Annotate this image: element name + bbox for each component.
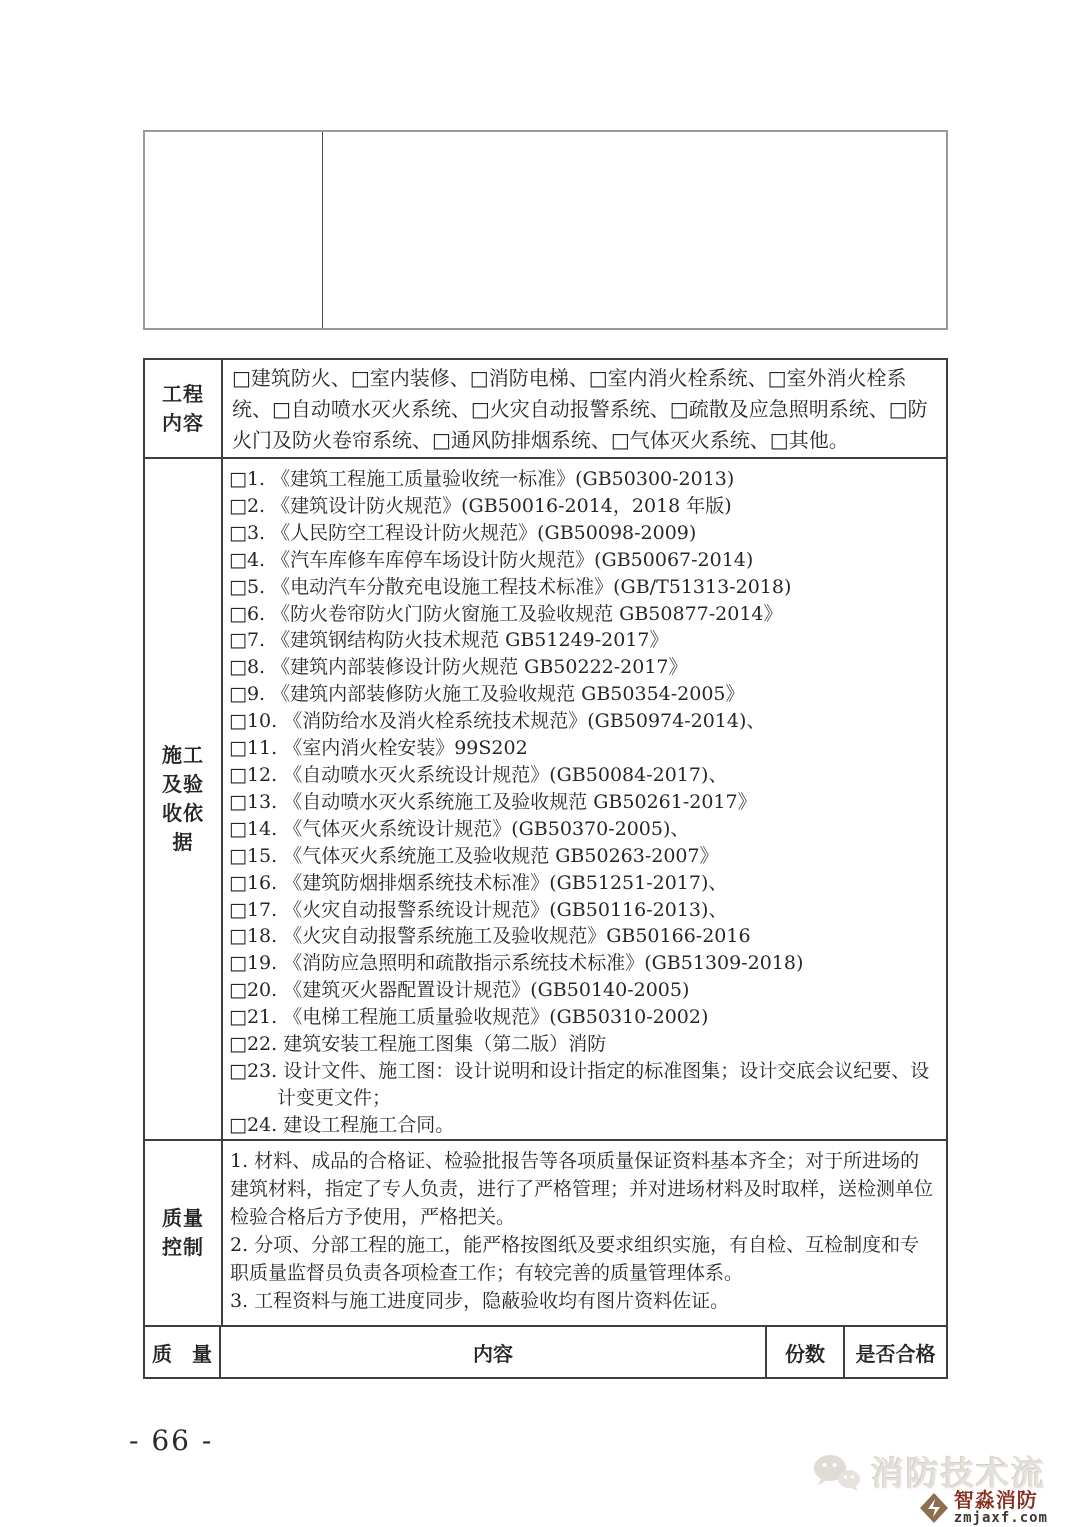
header-line: 工程 xyxy=(162,381,204,406)
header-line: 施工 xyxy=(162,743,204,767)
header-line: 收依 xyxy=(162,801,204,825)
basis-item: □9. 《建筑内部装修防火施工及验收规范 GB50354-2005》 xyxy=(229,683,745,706)
header-line: 质量 xyxy=(162,1206,204,1230)
row-quality-control xyxy=(145,1139,946,1325)
footer-qualified-cell: 是否合格 xyxy=(855,1341,936,1366)
watermark-logo-row xyxy=(919,1490,1048,1526)
watermark xyxy=(828,1448,1058,1526)
basis-item: □22. 建筑安装工程施工图集（第二版）消防 xyxy=(229,1033,607,1056)
logo-text-block xyxy=(954,1490,1048,1526)
watermark-brand: 消防技术流 xyxy=(871,1454,1046,1493)
acceptance-table xyxy=(143,358,948,1379)
basis-item: □11. 《室内消火栓安装》99S202 xyxy=(229,737,528,760)
top-table-content-cell xyxy=(323,132,946,328)
basis-item: □7. 《建筑钢结构防火技术规范 GB51249-2017》 xyxy=(229,629,669,652)
basis-item: □1. 《建筑工程施工质量验收统一标准》(GB50300-2013) xyxy=(229,468,735,490)
row-project-content xyxy=(145,360,946,457)
zhimiao-logo-icon xyxy=(919,1492,949,1524)
header-line: 据 xyxy=(172,830,194,854)
wechat-icon xyxy=(811,1452,863,1492)
acceptance-basis-header xyxy=(145,459,223,1139)
basis-item: □4. 《汽车库修车库停车场设计防火规范》(GB50067-2014) xyxy=(229,548,754,571)
logo-site: zmjaxf.com xyxy=(953,1510,1048,1526)
basis-item: □23. 设计文件、施工图：设计说明和设计指定的标准图集；设计交底会议纪要、设计变更文件； xyxy=(229,1059,930,1109)
header-line: 及验 xyxy=(162,772,204,796)
basis-item: □14. 《气体灭火系统设计规范》(GB50370-2005)、 xyxy=(229,817,690,840)
page-number: - 66 - xyxy=(129,1424,214,1457)
basis-item: □2. 《建筑设计防火规范》(GB50016-2014，2018 年版) xyxy=(229,494,732,517)
project-content-checkbox-text: □建筑防火、□室内装修、□消防电梯、□室内消火栓系统、□室外消火栓系统、□自动喷水灭火系统、□火灾自动报警系统、□疏散及应急照明系统、□防火门及防火卷帘系统、□通风防排烟系统、□气体灭火系统、□其他。 xyxy=(232,366,928,452)
footer-header-row xyxy=(145,1325,946,1377)
footer-content-cell: 内容 xyxy=(221,1327,767,1377)
basis-item: □20. 《建筑灭火器配置设计规范》(GB50140-2005) xyxy=(229,979,690,1002)
logo-name: 智淼消防 xyxy=(953,1488,1038,1512)
basis-item: □15. 《气体灭火系统施工及验收规范 GB50263-2007》 xyxy=(229,844,719,867)
project-content-header xyxy=(145,360,223,457)
footer-copies-cell: 份数 xyxy=(767,1327,845,1377)
basis-item: □12. 《自动喷水灭火系统设计规范》(GB50084-2017)、 xyxy=(229,763,728,786)
basis-item: □16. 《建筑防烟排烟系统技术标准》(GB51251-2017)、 xyxy=(229,871,728,894)
basis-item: □5. 《电动汽车分散充电设施工程技术标准》(GB/T51313-2018) xyxy=(229,575,792,598)
quality-control-header xyxy=(145,1141,223,1325)
basis-item: □8. 《建筑内部装修设计防火规范 GB50222-2017》 xyxy=(229,656,688,679)
basis-item: □3. 《人民防空工程设计防火规范》(GB50098-2009) xyxy=(229,521,697,544)
row-acceptance-basis xyxy=(145,457,946,1139)
basis-item: □24. 建设工程施工合同。 xyxy=(229,1113,455,1136)
top-empty-table xyxy=(143,130,948,330)
basis-list xyxy=(223,459,946,1139)
quality-control-item: 1. 材料、成品的合格证、检验批报告等各项质量保证资料基本齐全；对于所进场的建筑材料，指定了专人负责，进行了严格管理；并对进场材料及时取样，送检测单位检验合格后方予使用，严格把关。 xyxy=(230,1150,934,1228)
basis-item: □19. 《消防应急照明和疏散指示系统技术标准》(GB51309-2018) xyxy=(229,952,804,975)
basis-item: □18. 《火灾自动报警系统施工及验收规范》GB50166-2016 xyxy=(229,925,751,948)
header-line: 控制 xyxy=(162,1235,204,1259)
quality-control-item: 3. 工程资料与施工进度同步，隐蔽验收均有图片资料佐证。 xyxy=(230,1290,730,1312)
basis-item: □6. 《防火卷帘防火门防火窗施工及验收规范 GB50877-2014》 xyxy=(229,602,783,625)
quality-control-text xyxy=(223,1141,946,1325)
footer-quality-cell: 质 量 xyxy=(145,1327,221,1377)
top-table-label-cell xyxy=(145,132,323,328)
header-line: 内容 xyxy=(162,410,204,435)
basis-item: □10. 《消防给水及消火栓系统技术规范》(GB50974-2014)、 xyxy=(229,710,766,733)
basis-item: □13. 《自动喷水灭火系统施工及验收规范 GB50261-2017》 xyxy=(229,790,757,813)
basis-item: □21. 《电梯工程施工质量验收规范》(GB50310-2002) xyxy=(229,1006,709,1029)
quality-control-item: 2. 分项、分部工程的施工，能严格按图纸及要求组织实施，有自检、互检制度和专职质量监督员负责各项检查工作；有较完善的质量管理体系。 xyxy=(230,1234,920,1284)
basis-item: □17. 《火灾自动报警系统设计规范》(GB50116-2013)、 xyxy=(229,898,728,921)
